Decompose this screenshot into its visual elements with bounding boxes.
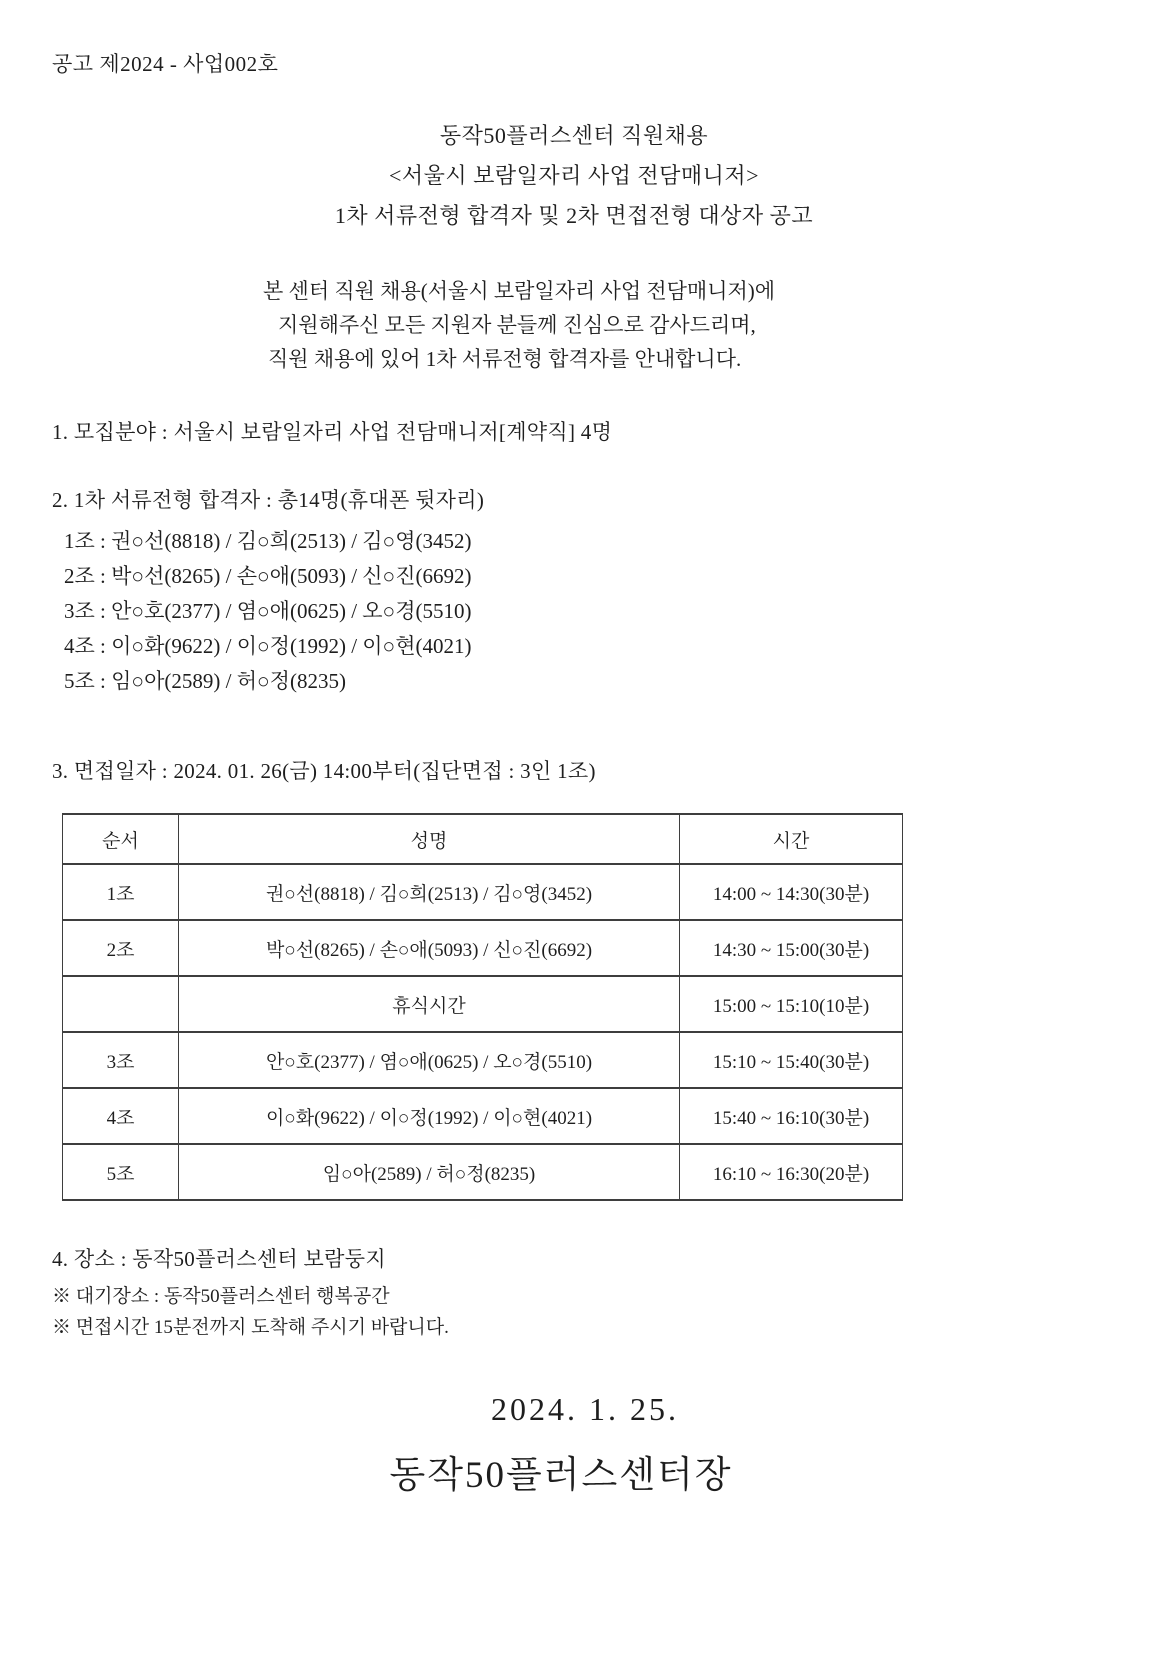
- section-4-location: 4. 장소 : 동작50플러스센터 보람둥지: [52, 1247, 386, 1271]
- pass-list-item: 2조 : 박○선(8265) / 손○애(5093) / 신○진(6692): [64, 564, 472, 588]
- cell-names: 권○선(8818) / 김○희(2513) / 김○영(3452): [179, 864, 680, 920]
- section-2-heading: 2. 1차 서류전형 합격자 : 총14명(휴대폰 뒷자리): [52, 488, 485, 512]
- title-block: [0, 116, 1170, 236]
- cell-names: 안○호(2377) / 염○애(0625) / 오○경(5510): [179, 1032, 680, 1088]
- cell-time: 15:40 ~ 16:10(30분): [680, 1088, 903, 1144]
- intro-line-2: 지원해주신 모든 지원자 분들께 진심으로 감사드리며,: [278, 313, 756, 337]
- issue-date: 2024. 1. 25.: [491, 1391, 679, 1427]
- cell-order: 2조: [63, 920, 179, 976]
- intro-line-1: 본 센터 직원 채용(서울시 보람일자리 사업 전담매니저)에: [263, 279, 776, 303]
- pass-list-item: 5조 : 임○아(2589) / 허○정(8235): [64, 669, 346, 693]
- doc-number: 공고 제2024 - 사업002호: [52, 52, 279, 76]
- cell-order: 5조: [63, 1144, 179, 1200]
- cell-time: 16:10 ~ 16:30(20분): [680, 1144, 903, 1200]
- interview-schedule-table: [62, 813, 903, 1201]
- section-3-heading: 3. 면접일자 : 2024. 01. 26(금) 14:00부터(집단면접 : 3인 1조): [52, 759, 596, 783]
- cell-names: 임○아(2589) / 허○정(8235): [179, 1144, 680, 1200]
- pass-list-item: 4조 : 이○화(9622) / 이○정(1992) / 이○현(4021): [64, 634, 472, 658]
- cell-order: 4조: [63, 1088, 179, 1144]
- note-arrival-time: ※ 면접시간 15분전까지 도착해 주시기 바랍니다.: [52, 1317, 449, 1338]
- table-row: [63, 1032, 903, 1088]
- column-header-name: 성명: [179, 814, 680, 864]
- intro-paragraph: [0, 274, 1170, 376]
- column-header-time: 시간: [680, 814, 903, 864]
- table-header-row: [63, 814, 903, 864]
- cell-names: 이○화(9622) / 이○정(1992) / 이○현(4021): [179, 1088, 680, 1144]
- cell-order: 3조: [63, 1032, 179, 1088]
- section-1-recruitment-field: 1. 모집분야 : 서울시 보람일자리 사업 전담매니저[계약직] 4명: [52, 420, 613, 444]
- pass-list-item: 1조 : 권○선(8818) / 김○희(2513) / 김○영(3452): [64, 529, 472, 553]
- issuer-signature: 동작50플러스센터장: [389, 1455, 733, 1496]
- cell-order: [63, 976, 179, 1032]
- cell-time: 14:00 ~ 14:30(30분): [680, 864, 903, 920]
- cell-time: 15:10 ~ 15:40(30분): [680, 1032, 903, 1088]
- pass-list: [64, 524, 1170, 699]
- cell-order: 1조: [63, 864, 179, 920]
- table-row: [63, 1088, 903, 1144]
- table-row-break: [63, 976, 903, 1032]
- doc-title-line-2: <서울시 보람일자리 사업 전담매니저>: [388, 163, 760, 188]
- cell-names: 휴식시간: [179, 976, 680, 1032]
- doc-title-line-1: 동작50플러스센터 직원채용: [439, 123, 709, 148]
- cell-names: 박○선(8265) / 손○애(5093) / 신○진(6692): [179, 920, 680, 976]
- table-row: [63, 1144, 903, 1200]
- table-row: [63, 864, 903, 920]
- pass-list-item: 3조 : 안○호(2377) / 염○애(0625) / 오○경(5510): [64, 599, 472, 623]
- column-header-order: 순서: [63, 814, 179, 864]
- doc-title-line-3: 1차 서류전형 합격자 및 2차 면접전형 대상자 공고: [334, 203, 814, 228]
- intro-line-3: 직원 채용에 있어 1차 서류전형 합격자를 안내합니다.: [268, 347, 742, 371]
- cell-time: 15:00 ~ 15:10(10분): [680, 976, 903, 1032]
- cell-time: 14:30 ~ 15:00(30분): [680, 920, 903, 976]
- note-waiting-area: ※ 대기장소 : 동작50플러스센터 행복공간: [52, 1286, 390, 1307]
- table-row: [63, 920, 903, 976]
